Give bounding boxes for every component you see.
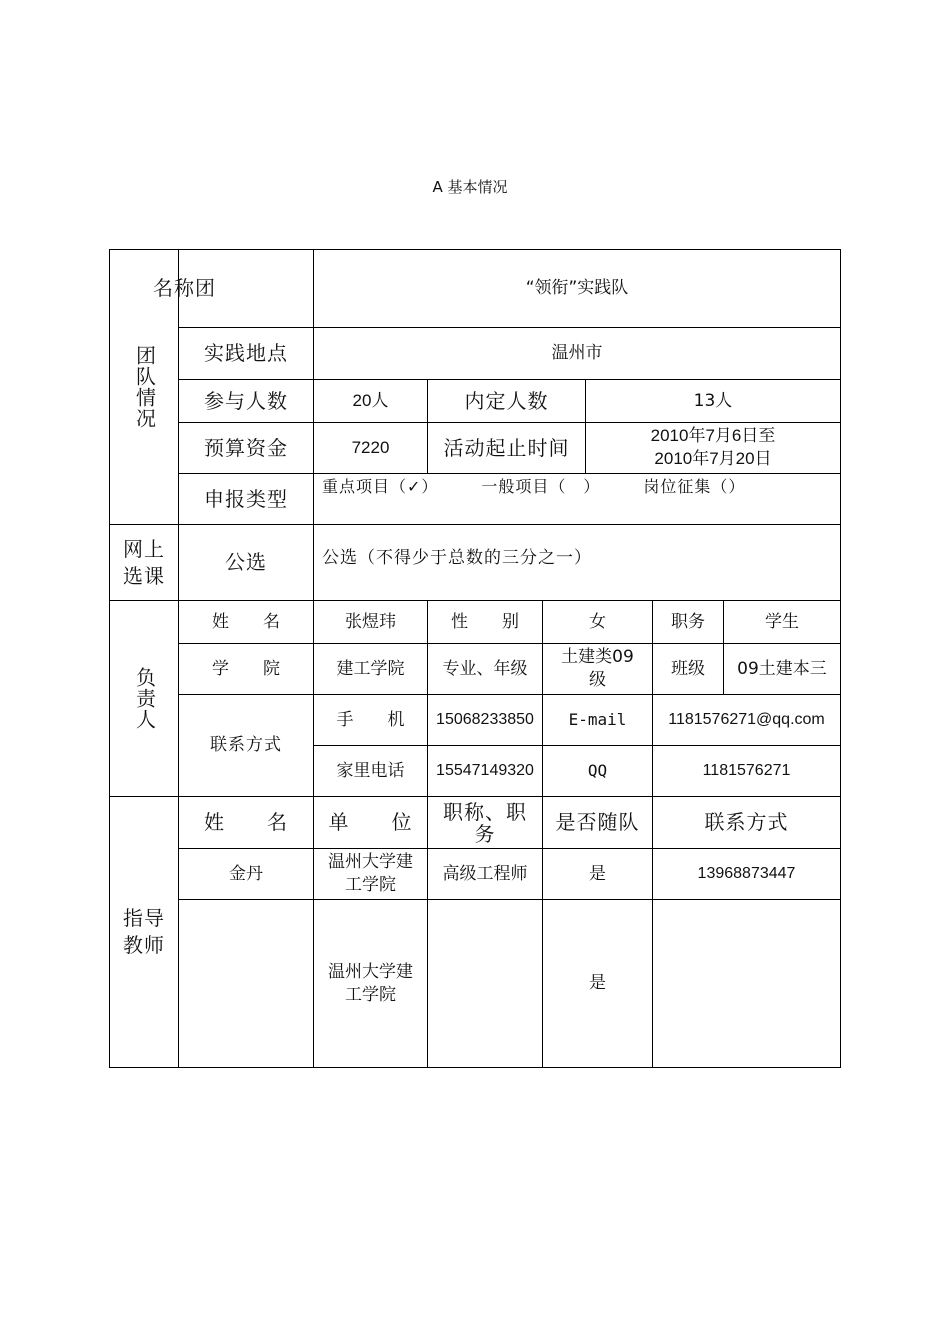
leader-group-label: 负责人 [109,600,179,797]
advisor-row-1-contact: 13968873447 [652,848,841,900]
advisor-row-2-unit: 温州大学建工学院 [313,899,428,1068]
internal-label: 内定人数 [427,379,586,423]
leader-position-value: 学生 [723,600,841,644]
team-name-label [153,249,314,328]
leader-name-value: 张煜玮 [313,600,428,644]
leader-college-value: 建工学院 [313,643,428,695]
type-value: 重点项目（✓） 一般项目（ ） 岗位征集（） [313,473,841,525]
leader-home-phone-label: 家里电话 [313,745,428,797]
team-group-label: 团队情况 [109,249,179,525]
online-value: 公选（不得少于总数的三分之一） [313,524,841,601]
leader-position-label: 职务 [652,600,724,644]
advisor-header-unit: 单 位 [313,796,428,849]
advisor-row-2-contact [652,899,841,1068]
advisor-row-1-follow: 是 [542,848,653,900]
advisor-row-1-unit: 温州大学建工学院 [313,848,428,900]
leader-contact-label: 联系方式 [178,694,314,797]
leader-major-value: 土建类09级 [542,643,653,695]
leader-gender-label: 性 别 [427,600,543,644]
advisor-header-name: 姓 名 [178,796,314,849]
period-value: 2010年7月6日至2010年7月20日 [585,422,841,474]
leader-gender-value: 女 [542,600,653,644]
leader-qq-label: QQ [542,745,653,797]
period-label: 活动起止时间 [427,422,586,474]
advisor-header-follow: 是否随队 [542,796,653,849]
leader-college-label: 学 院 [178,643,314,695]
advisor-row-2-name [178,899,314,1068]
leader-email-value: 1181576271@qq.com [652,694,841,746]
leader-name-label: 姓 名 [178,600,314,644]
participants-label: 参与人数 [178,379,314,423]
internal-value: 13人 [585,379,841,423]
online-group-label: 网上选课 [109,524,179,601]
location-label: 实践地点 [178,327,314,380]
team-name-value: “领衔”实践队 [313,249,841,328]
type-label: 申报类型 [178,473,314,525]
advisor-row-1-title: 高级工程师 [427,848,543,900]
section-title: A 基本情况 [432,178,508,196]
application-form-table [109,249,841,1068]
location-value: 温州市 [313,327,841,380]
leader-home-phone-value: 15547149320 [427,745,543,797]
leader-class-value: 09土建本三 [723,643,841,695]
budget-value: 7220 [313,422,428,474]
advisor-row-2-title [427,899,543,1068]
budget-label: 预算资金 [178,422,314,474]
advisor-row-2-follow: 是 [542,899,653,1068]
leader-email-label: E-mail [542,694,653,746]
advisor-header-title: 职称、职务 [427,796,543,849]
advisor-row-1-name: 金丹 [178,848,314,900]
advisor-group-label: 指导教师 [109,796,179,1068]
advisor-header-contact: 联系方式 [652,796,841,849]
leader-class-label: 班级 [652,643,724,695]
team-name-label-text: 名称团 [153,276,216,300]
online-label: 公选 [178,524,314,601]
participants-value: 20人 [313,379,428,423]
leader-mobile-label: 手 机 [313,694,428,746]
leader-qq-value: 1181576271 [652,745,841,797]
leader-mobile-value: 15068233850 [427,694,543,746]
leader-major-label: 专业、年级 [427,643,543,695]
